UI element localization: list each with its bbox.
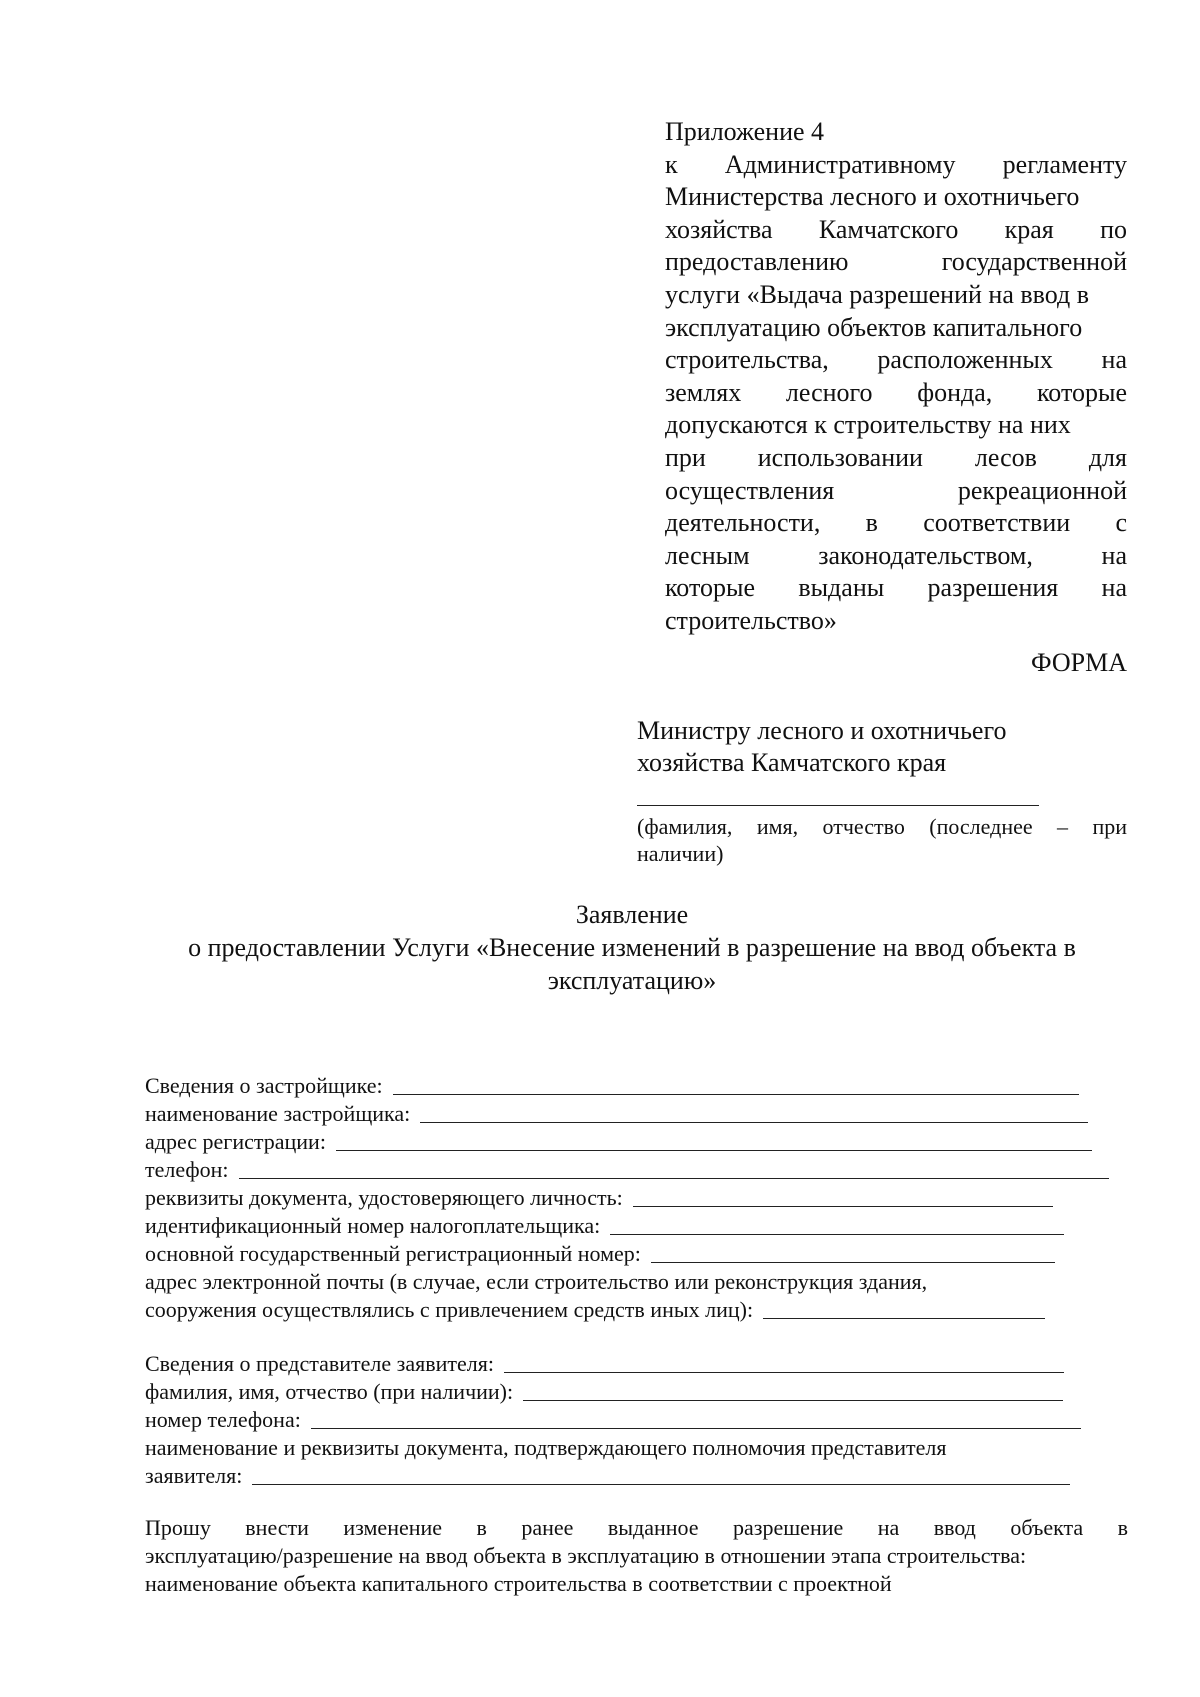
representative-phone-field[interactable] (311, 1408, 1081, 1429)
annex-line: Министерства лесного и охотничьего (665, 182, 1080, 212)
paragraph-line: Прошу внести изменение в ранее выданное разрешение на ввод объекта в (145, 1515, 1128, 1540)
developer-email-row (145, 1296, 1130, 1324)
statement-subtitle: о предоставлении Услуги «Внесение изменений в разрешение на ввод объекта в (188, 933, 1076, 962)
annex-line: допускаются к строительству на них (665, 410, 1071, 440)
paragraph-line: наименование объекта капитального строительства в соответствии с проектной (145, 1571, 892, 1596)
developer-info-field[interactable] (393, 1074, 1079, 1095)
addressee-line: хозяйства Камчатского края (637, 748, 947, 777)
field-label: заявителя: (145, 1463, 243, 1488)
field-label: основной государственный регистрационный номер: (145, 1241, 641, 1266)
representative-phone-row (145, 1406, 1130, 1434)
annex-line: осуществления рекреационной (665, 475, 1127, 505)
developer-name-field[interactable] (420, 1102, 1088, 1123)
statement-subtitle: эксплуатацию» (547, 966, 717, 995)
addressee-caption (637, 813, 1127, 867)
annex-line: к Административному регламенту (665, 149, 1127, 179)
authority-doc-label-line: наименование и реквизиты документа, подтверждающего полномочия представителя (145, 1435, 947, 1460)
developer-id-doc-row (145, 1184, 1130, 1212)
representative-info-field[interactable] (504, 1352, 1064, 1373)
field-label: наименование застройщика: (145, 1101, 411, 1126)
developer-section (145, 1072, 1130, 1324)
developer-ogrn-row (145, 1240, 1130, 1268)
field-label: фамилия, имя, отчество (при наличии): (145, 1379, 514, 1404)
annex-line: строительства, расположенных на (665, 345, 1127, 375)
statement-title: Заявление (575, 900, 689, 929)
annex-line: лесным законодательством, на (665, 540, 1127, 570)
registration-address-field[interactable] (336, 1130, 1092, 1151)
field-label: Сведения о представителе заявителя: (145, 1351, 494, 1376)
annex-line: при использовании лесов для (665, 442, 1127, 472)
developer-phone-row (145, 1156, 1130, 1184)
authority-document-field[interactable] (252, 1464, 1070, 1485)
statement-heading (137, 898, 1127, 997)
addressee-name-line[interactable] (637, 805, 1039, 806)
ogrn-field[interactable] (651, 1242, 1055, 1263)
addressee-line: Министру лесного и охотничьего (637, 716, 1007, 745)
phone-field[interactable] (239, 1158, 1109, 1179)
field-label: сооружения осуществлялись с привлечением средств иных лиц): (145, 1297, 754, 1322)
annex-line: хозяйства Камчатского края по (665, 214, 1127, 244)
email-field[interactable] (763, 1298, 1045, 1319)
request-paragraph (145, 1514, 1128, 1598)
email-label-line: адрес электронной почты (в случае, если строительство или реконструкция здания, (145, 1269, 928, 1294)
addressee-block (637, 715, 1127, 866)
developer-name-row (145, 1100, 1130, 1128)
caption-line: наличии) (637, 841, 724, 866)
id-document-field[interactable] (633, 1186, 1053, 1207)
inn-field[interactable] (610, 1214, 1064, 1235)
annex-line: предоставлению государственной (665, 247, 1127, 277)
annex-line: деятельности, в соответствии с (665, 508, 1127, 538)
representative-section (145, 1350, 1130, 1490)
representative-doc-row (145, 1462, 1130, 1490)
developer-inn-row (145, 1212, 1130, 1240)
representative-fio-row (145, 1378, 1130, 1406)
annex-line: землях лесного фонда, которые (665, 377, 1127, 407)
paragraph-line: эксплуатацию/разрешение на ввод объекта в эксплуатацию в отношении этапа строительства: (145, 1543, 1027, 1568)
form-label: ФОРМА (1031, 648, 1127, 677)
field-label: реквизиты документа, удостоверяющего личность: (145, 1185, 623, 1210)
field-label: адрес регистрации: (145, 1129, 326, 1154)
annex-line: которые выданы разрешения на (665, 573, 1127, 603)
field-label: Сведения о застройщике: (145, 1073, 383, 1098)
annex-line: услуги «Выдача разрешений на ввод в (665, 279, 1089, 309)
annex-line: эксплуатацию объектов капитального (665, 312, 1083, 342)
caption-line: (фамилия, имя, отчество (последнее – при (637, 814, 1127, 839)
representative-heading-row (145, 1350, 1130, 1378)
developer-address-row (145, 1128, 1130, 1156)
annex-block (665, 116, 1127, 638)
developer-heading-row (145, 1072, 1130, 1100)
annex-line: строительство» (665, 605, 837, 635)
annex-title: Приложение 4 (665, 117, 825, 146)
field-label: телефон: (145, 1157, 229, 1182)
field-label: идентификационный номер налогоплательщика: (145, 1213, 601, 1238)
representative-fio-field[interactable] (523, 1380, 1063, 1401)
field-label: номер телефона: (145, 1407, 301, 1432)
